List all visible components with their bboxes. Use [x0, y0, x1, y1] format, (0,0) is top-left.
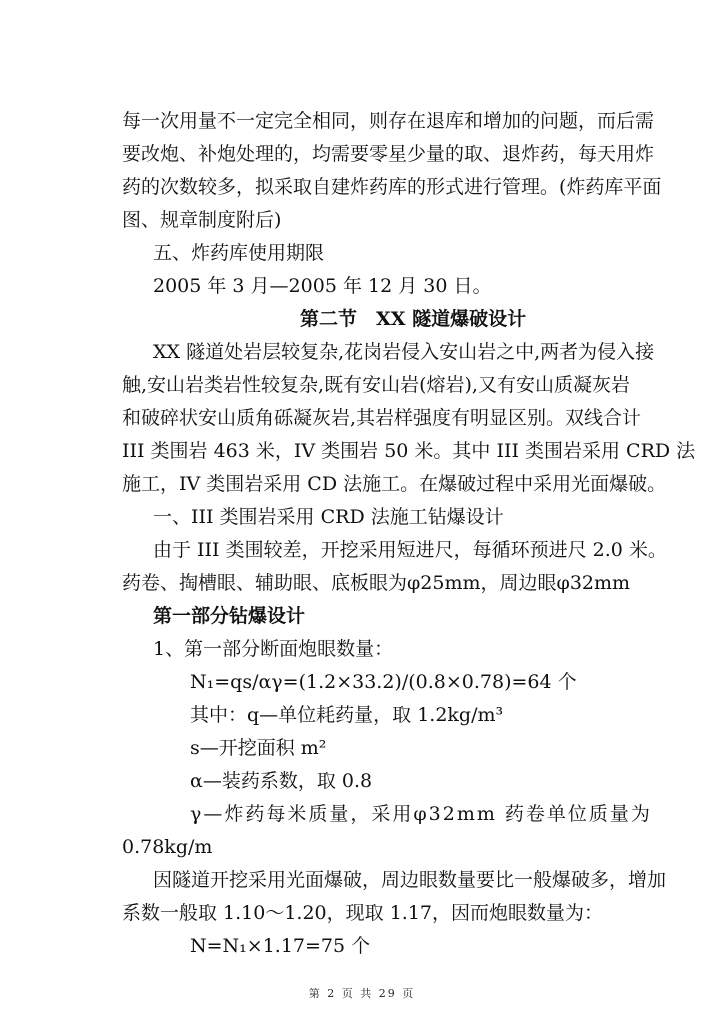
body-line-9: 触,安山岩类岩性较复杂,既有安山岩(熔岩),又有安山质凝灰岩	[122, 374, 630, 396]
body-line-2: 要改炮、补炮处理的，均需要零星少量的取、退炸药，每天用炸	[122, 143, 655, 165]
formula-n: N=N₁×1.17=75 个	[190, 935, 371, 957]
body-line-14: 由于 III 类围较差，开挖采用短进尺，每循环预进尺 2.0 米。	[153, 539, 667, 561]
subheading-1: 一、III 类围岩采用 CRD 法施工钻爆设计	[153, 506, 504, 528]
body-line-11: III 类围岩 463 米，IV 类围岩 50 米。其中 III 类围岩采用 CRD 法	[122, 440, 696, 462]
body-line-12: 施工，IV 类围岩采用 CD 法施工。在爆破过程中采用光面爆破。	[122, 473, 667, 495]
body-line-4: 图、规章制度附后)	[122, 209, 282, 231]
section-heading-5: 五、炸药库使用期限	[153, 242, 325, 264]
definition-q: 其中：q—单位耗药量，取 1.2kg/m³	[190, 704, 504, 726]
date-range-line: 2005 年 3 月—2005 年 12 月 30 日。	[153, 275, 492, 297]
definition-s: s—开挖面积 m²	[190, 737, 327, 759]
page-footer: 第 2 页 共 29 页	[308, 987, 416, 1000]
body-line-1: 每一次用量不一定完全相同，则存在退库和增加的问题，而后需	[122, 110, 655, 132]
body-line-25: 系数一般取 1.10～1.20，现取 1.17，因而炮眼数量为：	[122, 902, 603, 924]
body-line-3: 药的次数较多，拟采取自建炸药库的形式进行管理。(炸药库平面	[122, 176, 662, 198]
body-line-8: XX 隧道处岩层较复杂,花岗岩侵入安山岩之中,两者为侵入接	[153, 341, 655, 363]
body-line-24: 因隧道开挖采用光面爆破，周边眼数量要比一般爆破多，增加	[153, 869, 667, 891]
definition-gamma: γ—炸药每米质量，采用φ32mm 药卷单位质量为	[190, 803, 652, 825]
body-line-15: 药卷、掏槽眼、辅助眼、底板眼为φ25mm，周边眼φ32mm	[122, 572, 631, 594]
definition-gamma-cont: 0.78kg/m	[122, 836, 213, 858]
item-heading-1: 1、第一部分断面炮眼数量：	[153, 638, 394, 660]
definition-alpha: α—装药系数，取 0.8	[190, 770, 373, 792]
section-title: 第二节 XX 隧道爆破设计	[300, 308, 527, 330]
formula-n1: N₁=qs/αγ=(1.2×33.2)/(0.8×0.78)=64 个	[190, 671, 577, 693]
body-line-10: 和破碎状安山质角砾凝灰岩,其岩样强度有明显区别。双线合计	[122, 407, 642, 429]
part-heading: 第一部分钻爆设计	[153, 605, 306, 627]
